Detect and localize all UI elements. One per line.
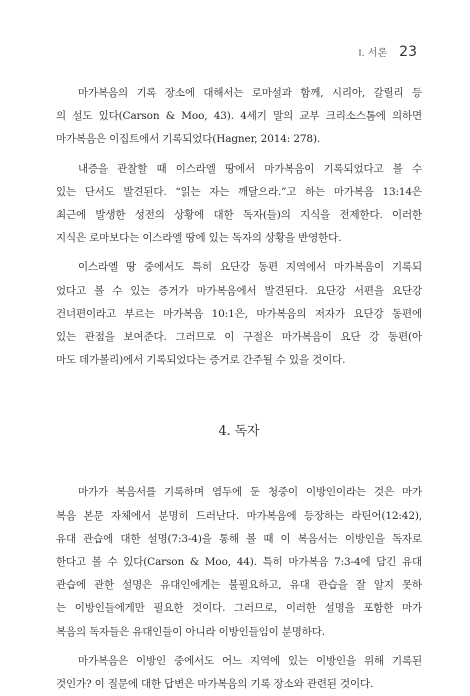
text-line: 내증을 관찰할 때 이스라엘 땅에서 마가복음이 기록되었다고 볼 수 [78, 162, 422, 175]
text-line: 마도 데가볼리)에서 기록되었다는 증거로 간주될 수 있을 것이다. [56, 354, 346, 367]
text-line: 유대 관습에 대한 설명(7:3-4)을 통해 볼 때 이 복음서는 이방인을 독자로 [56, 532, 422, 545]
running-header [359, 44, 417, 60]
body-text [56, 82, 422, 696]
text-line: 한다고 볼 수 있다(Carson & Moo, 44). 특히 마가복음 7:3-4에 담긴 유대 [56, 556, 422, 569]
text-line: 있는 관점을 보여준다. 그러므로 이 구절은 마가복음이 요단 강 동편(아 [56, 331, 422, 344]
text-line: 마가복음의 기록 장소에 대해서는 로마설과 함께, 시리아, 갈릴리 등 [78, 87, 422, 99]
paragraph-region-question [56, 650, 422, 696]
text-line: 복음 본문 자체에서 분명히 드러난다. 마가복음에 등장하는 라틴어(12:42), [56, 509, 422, 522]
paragraph-place-of-writing [56, 82, 422, 152]
paragraph-internal-evidence [56, 158, 422, 251]
text-line: 의 설도 있다(Carson & Moo, 43). 4세기 말의 교부 크리소스톰에 의하면 [56, 110, 422, 123]
text-line: 복음의 독자들은 유대인들이 아니라 이방인들임이 분명하다. [56, 625, 325, 638]
text-line: 있는 단서도 발견된다. “읽는 자는 깨달으라.”고 하는 마가복음 13:14은 [56, 185, 422, 198]
text-line: 관습에 관한 설명은 유대인에게는 불필요하고, 유대 관습을 잘 알지 못하 [56, 579, 422, 592]
text-line: 것인가? 이 질문에 대한 답변은 마가복음의 기록 장소와 관련된 것이다. [56, 678, 374, 691]
text-line: 마가가 복음서를 기록하며 염두에 둔 청중이 이방인이라는 것은 마가 [78, 486, 422, 499]
text-line: 건너편이라고 부르는 마가복음 10:1은, 마가복음의 저자가 요단강 동편에 [56, 307, 422, 320]
text-line: 는 이방인들에게만 필요한 것이다. 그러므로, 이러한 설명을 포함한 마가 [56, 602, 422, 615]
text-line: 마가복음은 이집트에서 기록되었다(Hagner, 2014: 278). [56, 133, 321, 146]
page-number: 23 [399, 44, 417, 60]
text-line: 이스라엘 땅 중에서도 특히 요단강 동편 지역에서 마가복음이 기록되 [78, 261, 422, 274]
paragraph-transjordan [56, 256, 422, 372]
text-line: 마가복음은 이방인 중에서도 어느 지역에 있는 이방인을 위해 기록된 [78, 654, 422, 667]
text-line: 었다고 볼 수 있는 증거가 마가복음에서 발견된다. 요단강 서편을 요단강 [56, 284, 422, 297]
paragraph-audience [56, 481, 422, 643]
section-heading: 4. 독자 [218, 424, 260, 440]
section-name: I. 서론 [358, 48, 388, 59]
text-line: 지식은 로마보다는 이스라엘 땅에 있는 독자의 상황을 반영한다. [56, 232, 342, 245]
text-line: 최근에 발생한 성전의 상황에 대한 독자(들)의 지식을 전제한다. 이러한 [56, 209, 422, 222]
